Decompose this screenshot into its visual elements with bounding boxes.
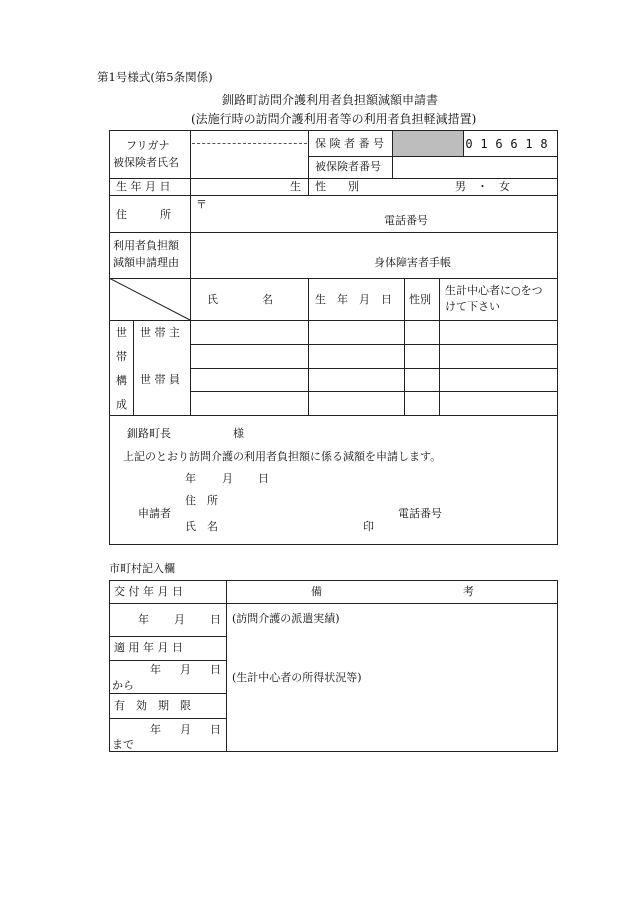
insurer-digit: 1: [480, 137, 488, 151]
insured-number-label: 被保険者番号: [315, 160, 381, 173]
birthdate-label: 生 年 月 日: [116, 180, 171, 193]
reason-label-line2: 減額申請理由: [113, 256, 179, 269]
declaration-phone-label: 電話番号: [398, 507, 442, 520]
household-col-birthdate: 生 年 月 日: [315, 293, 392, 306]
validity-month: 月: [180, 723, 191, 736]
address-label: 住 所: [116, 208, 171, 221]
reason-value: 身体障害者手帳: [374, 256, 451, 269]
apply-date-label: 適 用 年 月 日: [114, 641, 183, 654]
issue-month: 月: [174, 613, 185, 626]
form-title: 釧路町訪問介護利用者負担額減額申請書: [222, 93, 439, 107]
household-section-char: 世: [116, 326, 127, 339]
household-col-breadwinner-line2: けて下さい: [445, 300, 500, 313]
remarks-label: 備: [311, 585, 322, 598]
declaration-applicant-label: 申請者: [138, 507, 171, 520]
form-subtitle: (法施行時の訪問介護利用者等の利用者負担軽減措置): [191, 112, 477, 126]
declaration-seal: 印: [363, 520, 374, 533]
insured-name-label: 被保険者氏名: [113, 156, 179, 169]
sex-options: 男 ・ 女: [455, 180, 510, 193]
remark-dispatch-record: (訪問介護の派遣実績): [232, 612, 340, 625]
household-col-breadwinner-line1: 生計中心者に○をつ: [445, 284, 543, 297]
household-member-label: 世 帯 員: [140, 373, 180, 386]
addressee-honorific: 様: [233, 427, 244, 440]
declaration-day: 日: [258, 472, 269, 485]
apply-from: から: [112, 679, 134, 692]
birth-suffix: 生: [290, 180, 301, 193]
municipal-heading: 市町村記入欄: [109, 562, 175, 575]
declaration-statement: 上記のとおり訪問介護の利用者負担額に係る減額を申請します。: [123, 450, 442, 463]
household-head-label: 世 帯 主: [140, 326, 180, 339]
remarks-label-2: 考: [463, 585, 474, 598]
insurer-number-shaded-cell: [392, 131, 463, 156]
insurer-digit: 8: [540, 137, 548, 151]
remark-breadwinner-income: (生計中心者の所得状況等): [232, 671, 362, 684]
declaration-address-label: 住 所: [185, 494, 218, 507]
insurer-digit: 0: [465, 137, 473, 151]
apply-day: 日: [210, 663, 221, 676]
insurer-digit: 6: [495, 137, 503, 151]
validity-until: まで: [112, 738, 134, 751]
reason-label-line1: 利用者負担額: [113, 239, 179, 252]
address-phone-label: 電話番号: [384, 214, 428, 227]
declaration-month: 月: [222, 472, 233, 485]
household-section-char: 成: [116, 398, 127, 411]
header-diagonal-line: [109, 278, 191, 321]
issue-year: 年: [138, 613, 149, 626]
household-col-name: 氏 名: [207, 293, 273, 306]
furigana-label: フリガナ: [126, 139, 170, 152]
issue-date-label: 交 付 年 月 日: [114, 585, 183, 598]
postal-mark: 〒: [196, 198, 207, 211]
validity-label: 有 効 期 限: [114, 699, 191, 712]
insurer-digit: 6: [510, 137, 518, 151]
declaration-year: 年: [185, 472, 196, 485]
addressee: 釧路町長: [127, 427, 171, 440]
household-col-sex: 性別: [409, 293, 431, 306]
sex-label: 性 別: [315, 180, 359, 193]
validity-day: 日: [210, 723, 221, 736]
issue-day: 日: [210, 613, 221, 626]
validity-year: 年: [150, 723, 161, 736]
apply-month: 月: [180, 663, 191, 676]
form-number: 第1号様式(第5条関係): [97, 70, 213, 84]
household-section-char: 構: [116, 374, 127, 387]
household-section-char: 帯: [116, 350, 127, 363]
declaration-name-label: 氏 名: [185, 520, 218, 533]
insurer-number-label: 保 険 者 番 号: [315, 137, 384, 150]
apply-year: 年: [150, 663, 161, 676]
insurer-digit: 1: [525, 137, 533, 151]
